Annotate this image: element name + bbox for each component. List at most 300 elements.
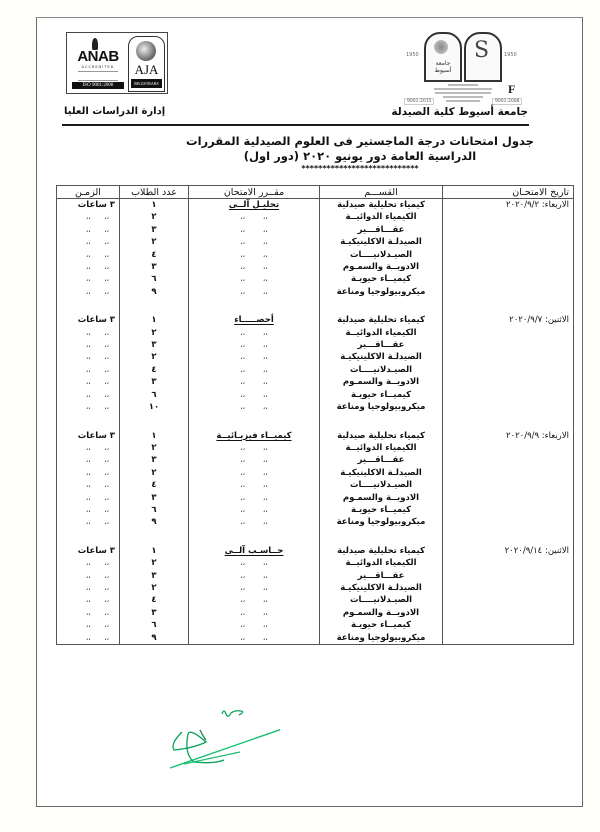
students-count: ٣ [120,376,189,388]
students-count: ١ [120,199,189,212]
ditto-mark: ،، [263,263,268,272]
duration-cell-ditto [57,442,120,454]
ditto-mark: ،، [240,275,245,284]
ditto-mark: ،، [240,238,245,247]
ditto-mark: ،، [85,378,91,387]
table-row [57,364,574,376]
ditto-mark: ،، [240,403,245,412]
iso-label-right: 9001:2008 [492,98,522,105]
table-row [57,351,574,363]
duration-cell-ditto [57,376,120,388]
course-cell-ditto [189,504,320,516]
duration-cell-ditto [57,594,120,606]
department-cell: الادويــة والسمـوم [320,261,443,273]
ditto-mark: ،، [263,518,268,527]
exam-date-empty [443,286,574,298]
duration-cell-ditto [57,479,120,491]
aja-wordmark: AJA [134,62,159,77]
column-header-duration: الزمـن [57,186,120,199]
table-row [57,236,574,248]
students-count: ١ [120,314,189,326]
duration-cell-ditto [57,339,120,351]
ditto-mark: ،، [263,341,268,350]
ditto-mark: ،، [240,596,245,605]
table-row [57,594,574,606]
department-cell: كيمياء تحليلية صيدلية [320,314,443,326]
university-faculty-seals [404,30,524,106]
department-cell: كيميــاء حيويـة [320,504,443,516]
exam-date: الاربعاء: ٢٠٢٠/٩/٩ [443,430,574,442]
duration-cell-ditto [57,261,120,273]
department-cell: الصيدلـة الاكلينيكيـة [320,582,443,594]
duration-cell-ditto [57,557,120,569]
department-cell: الصيدلـة الاكلينيكيـة [320,236,443,248]
duration-cell-ditto [57,224,120,236]
ditto-mark: ،، [104,403,109,412]
aja-registrars-badge: REGISTRARS [131,79,162,88]
students-count: ٣ [120,570,189,582]
duration-cell-ditto [57,516,120,528]
course-name: أحصـــــاء [234,315,274,326]
table-row [57,211,574,223]
ditto-mark: ،، [104,275,109,284]
course-name: كيميــاء فيزيـائيــة [216,430,292,441]
duration-cell-ditto [57,401,120,413]
ditto-mark: ،، [104,238,109,247]
ditto-mark: ،، [104,493,109,502]
ditto-mark: ،، [104,608,109,617]
anab-logo [70,36,125,90]
students-count: ٣ [120,339,189,351]
ditto-mark: ،، [263,481,268,490]
university-seal-text: جامعة أسيوط [434,60,452,74]
course-cell-ditto [189,492,320,504]
table-row [57,261,574,273]
signature [130,700,280,770]
department-cell: الكيمياء الدوائيــة [320,327,443,339]
duration-cell-ditto [57,504,120,516]
table-row [57,582,574,594]
ditto-mark: ،، [104,341,109,350]
table-row [57,199,574,212]
ditto-mark: ،، [263,275,268,284]
exam-date-empty [443,619,574,631]
ditto-mark: ،، [240,456,245,465]
seal-year-right: 1950 [504,52,517,58]
duration-cell-ditto [57,582,120,594]
students-count: ١ [120,545,189,557]
table-row [57,516,574,528]
exam-date-empty [443,327,574,339]
table-row [57,249,574,261]
department-cell: عقـــاقـــير [320,570,443,582]
group-spacer [57,298,574,314]
ditto-mark: ،، [263,583,268,592]
course-cell-ditto [189,401,320,413]
exam-date: الاربعاء: ٢٠٢٠/٩/٢ [443,199,574,212]
globe-icon [136,41,156,61]
table-row [57,504,574,516]
table-row [57,467,574,479]
course-name: تحليـل آلــى [228,200,280,210]
course-cell-ditto [189,557,320,569]
department-cell: الادويــة والسمـوم [320,492,443,504]
duration-cell-ditto [57,286,120,298]
course-cell [189,314,320,326]
ditto-mark: ،، [240,263,245,272]
ditto-mark: ،، [104,621,109,630]
ditto-mark: ،، [263,287,268,296]
ditto-mark: ،، [85,390,91,399]
ditto-mark: ،، [104,365,109,374]
ditto-mark: ،، [263,468,268,477]
course-cell-ditto [189,454,320,466]
exam-date-empty [443,557,574,569]
course-cell-ditto [189,286,320,298]
anab-wordmark: ANAB [77,48,119,65]
course-cell-ditto [189,224,320,236]
table-row [57,401,574,413]
duration-cell-ditto [57,249,120,261]
course-cell-ditto [189,376,320,388]
iso-label-left: 9001:2015 [404,98,434,105]
ditto-mark: ،، [263,353,268,362]
exam-date-empty [443,632,574,645]
ditto-mark: ،، [104,596,109,605]
anab-subtitle: ACCREDITED [81,65,115,69]
ditto-mark: ،، [104,583,109,592]
ditto-mark: ،، [85,596,91,605]
table-row [57,339,574,351]
students-count: ٤ [120,479,189,491]
ditto-mark: ،، [263,493,268,502]
ditto-mark: ،، [240,518,245,527]
exam-date-empty [443,249,574,261]
department-cell: الصيـدلانيــــات [320,249,443,261]
exam-date-empty [443,467,574,479]
ditto-mark: ،، [104,390,109,399]
ditto-mark: ،، [240,633,245,642]
ditto-mark: ،، [240,365,245,374]
course-cell-ditto [189,607,320,619]
course-cell-ditto [189,261,320,273]
course-cell-ditto [189,327,320,339]
table-row [57,376,574,388]
students-count: ٦ [120,273,189,285]
ditto-mark: ،، [104,505,109,514]
ditto-mark: ،، [263,403,268,412]
exam-date-empty [443,389,574,401]
table-row [57,557,574,569]
department-cell: كيمياء تحليلية صيدلية [320,199,443,212]
ditto-mark: ،، [85,365,91,374]
sun-icon [434,40,448,54]
ditto-mark: ،، [85,505,91,514]
department-cell: الادويــة والسمـوم [320,376,443,388]
students-count: ٣ [120,224,189,236]
department-cell: الصيـدلانيــــات [320,594,443,606]
duration-cell-ditto [57,236,120,248]
ditto-mark: ،، [240,341,245,350]
students-count: ٢ [120,467,189,479]
ditto-mark: ،، [263,608,268,617]
duration-cell: ٣ ساعات [57,199,120,212]
department-cell: الادويــة والسمـوم [320,607,443,619]
cert-letter: F [508,82,516,96]
department-cell: ميكروبيولوجيا ومناعة [320,286,443,298]
table-row [57,545,574,557]
anab-iso-badge: ISO 9001:2008 [72,82,124,89]
ditto-mark: ،، [240,390,245,399]
ditto-mark: ،، [240,481,245,490]
title-stars-divider: **************************** [301,164,419,173]
ditto-mark: ،، [85,263,91,272]
ditto-mark: ،، [263,250,268,259]
ditto-mark: ،، [104,633,109,642]
duration-cell-ditto [57,619,120,631]
exam-date-empty [443,442,574,454]
ditto-mark: ،، [85,468,91,477]
ditto-mark: ،، [263,596,268,605]
students-count: ٣ [120,607,189,619]
ditto-mark: ،، [85,443,91,452]
course-cell-ditto [189,236,320,248]
ditto-mark: ،، [85,403,91,412]
duration-cell: ٣ ساعات [57,545,120,557]
table-row [57,619,574,631]
exam-date-empty [443,492,574,504]
ditto-mark: ،، [263,225,268,234]
ditto-mark: ،، [104,378,109,387]
students-count: ٦ [120,619,189,631]
faculty-seal [464,32,502,82]
students-count: ٦ [120,504,189,516]
ditto-mark: ،، [104,443,109,452]
ditto-mark: ،، [240,353,245,362]
course-cell [189,545,320,557]
group-spacer [57,414,574,430]
ditto-mark: ،، [263,390,268,399]
table-row [57,224,574,236]
ditto-mark: ،، [240,213,245,222]
course-cell-ditto [189,351,320,363]
ditto-mark: ،، [104,263,109,272]
department-cell: ميكروبيولوجيا ومناعة [320,401,443,413]
ditto-mark: ،، [240,608,245,617]
duration-cell-ditto [57,351,120,363]
exam-date-empty [443,376,574,388]
ditto-mark: ،، [85,238,91,247]
ditto-mark: ،، [240,583,245,592]
ditto-mark: ،، [263,328,268,337]
column-header-course: مقــرر الامتحان [189,186,320,199]
students-count: ٩ [120,286,189,298]
exam-date-empty [443,454,574,466]
department-cell: ميكروبيولوجيا ومناعة [320,516,443,528]
students-count: ١ [120,430,189,442]
ditto-mark: ،، [85,481,91,490]
accreditation-text [432,82,494,104]
course-cell-ditto [189,249,320,261]
ditto-mark: ،، [104,456,109,465]
department-cell: عقـــاقـــير [320,454,443,466]
ditto-mark: ،، [85,341,91,350]
ditto-mark: ،، [240,328,245,337]
ditto-mark: ،، [104,571,109,580]
university-seal [424,32,462,82]
title-line-1: جدول امتحانات درجة الماجستير فى العلوم الصيدلية المقررات [186,134,534,148]
exam-date-empty [443,401,574,413]
students-count: ٢ [120,211,189,223]
department-cell: كيمياء تحليلية صيدلية [320,430,443,442]
exam-date: الاثنين: ٢٠٢٠/٩/١٤ [443,545,574,557]
ditto-mark: ،، [263,505,268,514]
department-name: إدارة الدراسات العليا [64,106,166,117]
students-count: ٩ [120,516,189,528]
bowl-of-hygieia-icon: S [474,38,490,63]
duration-cell-ditto [57,607,120,619]
course-cell-ditto [189,442,320,454]
ditto-mark: ،، [240,559,245,568]
ditto-mark: ،، [85,583,91,592]
course-cell-ditto [189,570,320,582]
ditto-mark: ،، [104,328,109,337]
ditto-mark: ،، [240,225,245,234]
students-count: ٣ [120,454,189,466]
exam-date-empty [443,479,574,491]
ditto-mark: ،، [85,633,91,642]
group-spacer [57,529,574,545]
students-count: ٤ [120,364,189,376]
course-cell-ditto [189,211,320,223]
exam-date-empty [443,339,574,351]
department-cell: الصيدلـة الاكلينيكيـة [320,351,443,363]
course-name: حــاسـب آلــى [224,545,284,556]
ditto-mark: ،، [240,505,245,514]
ditto-mark: ،، [85,328,91,337]
ditto-mark: ،، [104,468,109,477]
exam-schedule-table [56,185,574,645]
ditto-mark: ،، [85,250,91,259]
students-count: ٢ [120,351,189,363]
ditto-mark: ،، [104,250,109,259]
ditto-mark: ،، [240,621,245,630]
duration-cell-ditto [57,467,120,479]
ditto-mark: ،، [85,225,91,234]
ditto-mark: ،، [263,443,268,452]
exam-date-empty [443,211,574,223]
ditto-mark: ،، [240,493,245,502]
course-cell-ditto [189,619,320,631]
ditto-mark: ،، [85,353,91,362]
ditto-mark: ،، [104,225,109,234]
students-count: ٢ [120,582,189,594]
ditto-mark: ،، [240,378,245,387]
ditto-mark: ،، [240,443,245,452]
column-header-date: تاريخ الامتحـان [443,186,574,199]
students-count: ٤ [120,249,189,261]
course-cell [189,199,320,212]
ditto-mark: ،، [263,378,268,387]
ditto-mark: ،، [85,493,91,502]
table-row [57,492,574,504]
duration-cell: ٣ ساعات [57,314,120,326]
table-row [57,454,574,466]
exam-date-empty [443,261,574,273]
column-header-students: عدد الطلاب [120,186,189,199]
duration-cell-ditto [57,389,120,401]
ditto-mark: ،، [85,571,91,580]
exam-date: الاثنين: ٢٠٢٠/٩/٧ [443,314,574,326]
department-cell: كيميــاء حيويـة [320,619,443,631]
students-count: ٩ [120,632,189,645]
table-row [57,314,574,326]
table-row [57,632,574,645]
course-cell-ditto [189,582,320,594]
exam-date-empty [443,236,574,248]
table-header-row [57,186,574,199]
students-count: ١٠ [120,401,189,413]
course-cell-ditto [189,632,320,645]
ditto-mark: ،، [85,275,91,284]
department-cell: كيمياء تحليلية صيدلية [320,545,443,557]
students-count: ٣ [120,261,189,273]
table-row [57,430,574,442]
department-cell: ميكروبيولوجيا ومناعة [320,632,443,645]
table-row [57,479,574,491]
ditto-mark: ،، [85,213,91,222]
ditto-mark: ،، [263,365,268,374]
course-cell-ditto [189,467,320,479]
students-count: ٢ [120,557,189,569]
exam-date-empty [443,364,574,376]
department-cell: عقـــاقـــير [320,224,443,236]
course-cell [189,430,320,442]
table-row [57,273,574,285]
ditto-mark: ،، [85,456,91,465]
exam-date-empty [443,224,574,236]
ditto-mark: ،، [85,518,91,527]
anab-aja-logo [66,32,168,94]
course-cell-ditto [189,516,320,528]
ditto-mark: ،، [104,213,109,222]
anab-divider [78,71,118,81]
course-cell-ditto [189,594,320,606]
ditto-mark: ،، [85,559,91,568]
duration-cell-ditto [57,273,120,285]
ditto-mark: ،، [104,481,109,490]
duration-cell-ditto [57,454,120,466]
table-row [57,570,574,582]
title-line-2: الدراسية العامة دور يونيو ٢٠٢٠ (دور اول) [243,149,477,163]
table-row [57,607,574,619]
duration-cell-ditto [57,632,120,645]
exam-date-empty [443,607,574,619]
exam-date-empty [443,594,574,606]
document-title [150,134,570,173]
table-row [57,389,574,401]
students-count: ٢ [120,442,189,454]
duration-cell-ditto [57,327,120,339]
column-header-department: القســـم [320,186,443,199]
students-count: ٦ [120,389,189,401]
course-cell-ditto [189,479,320,491]
department-cell: الكيمياء الدوائيــة [320,442,443,454]
ditto-mark: ،، [263,621,268,630]
exam-date-empty [443,570,574,582]
duration-cell-ditto [57,364,120,376]
duration-cell: ٣ ساعات [57,430,120,442]
